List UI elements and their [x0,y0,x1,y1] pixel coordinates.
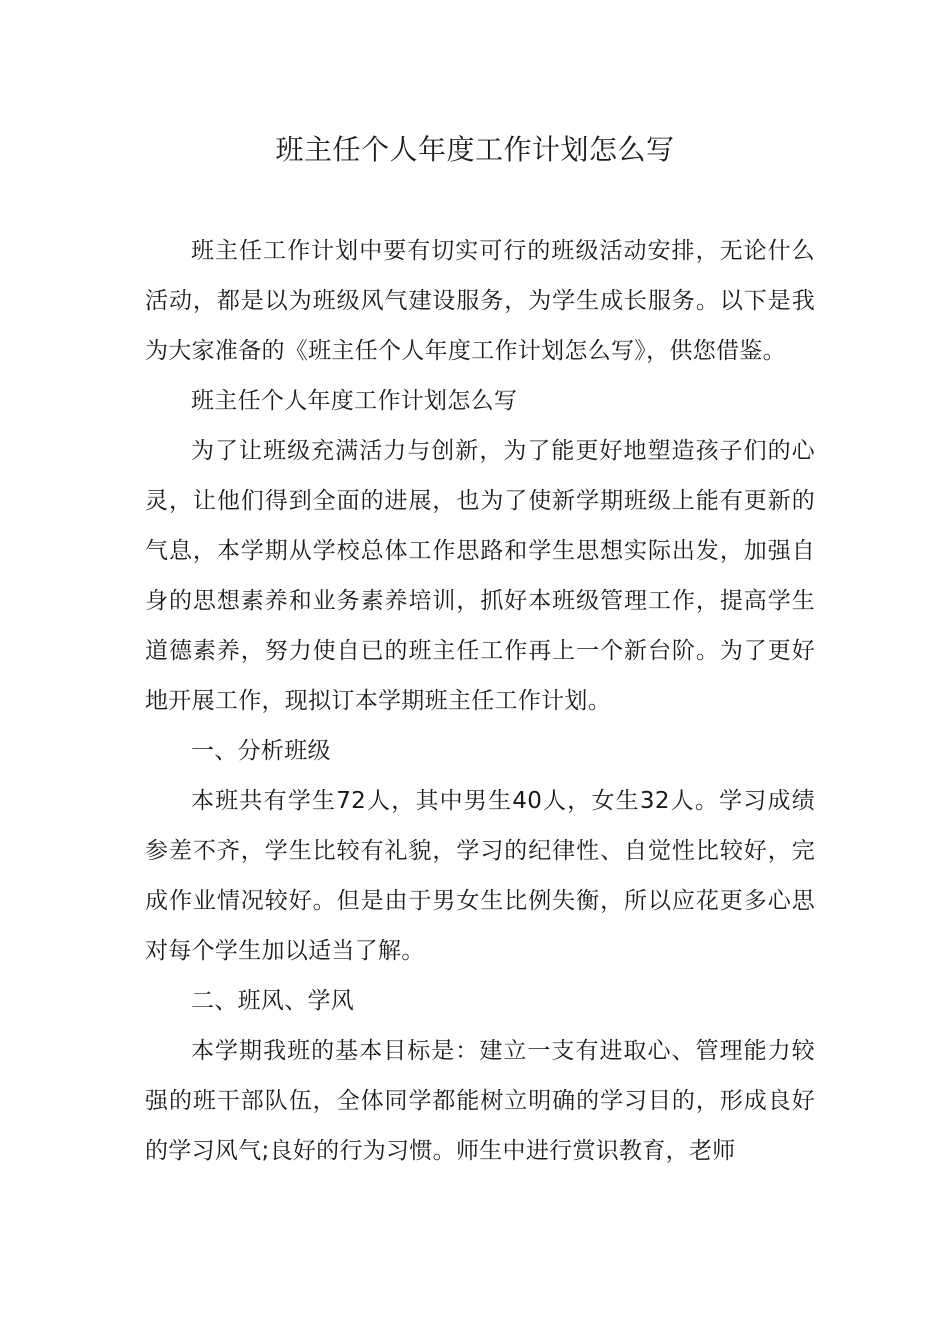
intro-paragraph: 班主任工作计划中要有切实可行的班级活动安排，无论什么活动，都是以为班级风气建设服务，为学生成长服务。以下是我为大家准备的《班主任个人年度工作计划怎么写》，供您借鉴。 [145,238,815,364]
section-heading-style: 二、班风、学风 [191,988,355,1014]
class-style-paragraph: 本学期我班的基本目标是：建立一支有进取心、管理能力较强的班干部队伍，全体同学都能树立明确的学习目的，形成良好的学习风气;良好的行为习惯。师生中进行赏识教育，老师 [145,1038,815,1164]
subtitle-paragraph: 班主任个人年度工作计划怎么写 [191,388,518,414]
goal-paragraph: 为了让班级充满活力与创新，为了能更好地塑造孩子们的心灵，让他们得到全面的进展，也为了使新学期班级上能有更新的气息，本学期从学校总体工作思路和学生思想实际出发，加强自身的思想素养和业务素养培训，抓好本班级管理工作，提高学生道德素养，努力使自已的班主任工作再上一个新台阶。为了更好地开展工作，现拟订本学期班主任工作计划。 [145,438,815,714]
document-body [145,226,815,1176]
section-heading-analysis: 一、分析班级 [191,738,331,764]
document-title: 班主任个人年度工作计划怎么写 [275,133,675,166]
class-analysis-paragraph: 本班共有学生72人，其中男生40人，女生32人。学习成绩参差不齐，学生比较有礼貌，学习的纪律性、自觉性比较好，完成作业情况较好。但是由于男女生比例失衡，所以应花更多心思对每个学生加以适当了解。 [145,788,815,964]
